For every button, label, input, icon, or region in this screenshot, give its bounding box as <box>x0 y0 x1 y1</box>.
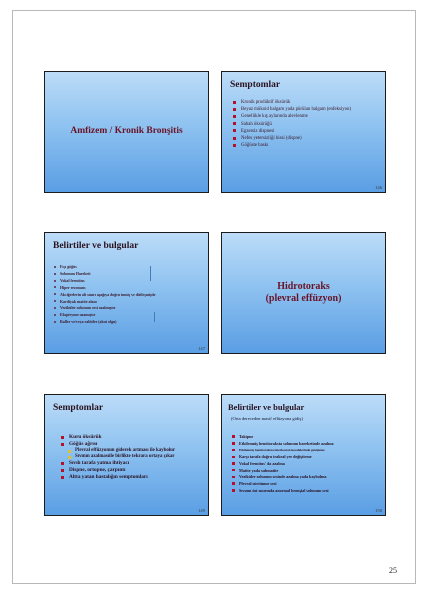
bullet-icon <box>233 108 236 111</box>
list-item: Matite yada submatite <box>232 468 334 475</box>
list-item: Kronik prodüktif öksürük <box>233 99 351 106</box>
slide-number: 147 <box>198 346 205 351</box>
list-item: Kuru öksürük <box>61 434 175 441</box>
page-number: 25 <box>389 566 397 575</box>
bullet-icon <box>233 144 236 147</box>
slide-title: Belirtiler ve bulgular <box>53 241 139 251</box>
list-item: Sıvılı tarafa yatma ihtiyacı <box>61 460 175 467</box>
slide-semptomlar-2 <box>44 394 209 516</box>
bullet-icon <box>54 307 56 309</box>
slide-title-line-2: (plevral effüzyon) <box>265 293 342 304</box>
bullet-icon <box>232 476 235 479</box>
list-item: Sıvının üst sınırında anormal bronşial solunum sesi <box>232 488 334 495</box>
list-item: Vokal fremitus <box>54 278 156 285</box>
slide-title-line-1: Hidrotoraks <box>277 281 330 292</box>
slide-number: 146 <box>375 185 382 190</box>
bullet-icon <box>61 436 64 439</box>
bullet-icon <box>232 489 235 492</box>
list-item: Etkilenmiş hemitoraksta interkostal mesafelerinde genişleme <box>232 447 334 454</box>
list-item: Takipne <box>232 434 334 441</box>
list-item: Etkilenmiş hemitoraksta solunum hareketinde azalma <box>232 441 334 448</box>
list-subitem: Plevral effüzyonun giderek artması ile kaybolur <box>61 448 175 454</box>
bullet-icon <box>54 293 56 295</box>
bullet-list <box>233 99 351 149</box>
list-item: Hiper rezonans <box>54 285 156 292</box>
bullet-icon <box>54 286 56 288</box>
list-item: Altta yatan hastalığın semptomları <box>61 474 175 481</box>
bullet-icon <box>232 442 235 445</box>
list-item: Karşı tarafa doğru trakeal yer değiştirme <box>232 454 334 461</box>
bullet-icon <box>54 273 56 275</box>
slide-number: 150 <box>375 508 382 513</box>
slide-hidrotoraks-title <box>221 232 386 354</box>
bullet-icon <box>233 137 236 140</box>
bullet-icon <box>233 129 236 132</box>
bullet-icon <box>54 321 56 323</box>
bullet-icon <box>233 101 236 104</box>
bullet-icon <box>233 115 236 118</box>
list-subitem: Sıvının azalmasıile birlikte tekrara ortaya çıkar <box>61 454 175 460</box>
slide-title: Semptomlar <box>53 403 104 413</box>
bullet-icon <box>61 469 64 472</box>
list-item: Solunum Hareketi <box>54 271 156 278</box>
slide-title <box>222 233 385 353</box>
list-item: Fıçı göğüs <box>54 264 156 271</box>
bullet-icon <box>68 450 71 453</box>
list-item: Göğüste baskı <box>233 142 351 149</box>
slide-belirtiler-2 <box>221 394 386 516</box>
list-item: Sabah öksürüğü <box>233 121 351 128</box>
slide-title: Belirtiler ve bulgular <box>228 402 305 412</box>
slide-semptomlar-1 <box>221 71 386 193</box>
bullet-icon <box>232 435 235 438</box>
list-item: Ekspiryum uzamıştır <box>54 312 156 319</box>
list-item: Göğüs ağrısı <box>61 441 175 448</box>
list-item: Raller ve/veya ralütler (akut olgu) <box>54 319 156 326</box>
list-item: Akciğerlerin alt sınırı aşağıya doğru inmiş ve dütleşmiştir <box>54 292 156 299</box>
list-item: Genellikle kış aylarında alevlenme <box>233 113 351 120</box>
bullet-list <box>232 434 334 494</box>
slide-title: Amfizem / Kronik Bronşitis <box>70 126 183 137</box>
bullet-icon <box>54 266 56 268</box>
bullet-icon <box>232 482 235 485</box>
list-item: Veziküler solunum sesinde azalma yada kaybolma <box>232 474 334 481</box>
slide-number: 149 <box>198 508 205 513</box>
bullet-icon <box>61 462 64 465</box>
slide-subtitle: (Orta dereceden masif effüzyona gidiş) <box>231 416 303 421</box>
bullet-icon <box>54 280 56 282</box>
bullet-icon <box>61 443 64 446</box>
list-item: Nefes yetersizliği hissi (dispne) <box>233 135 351 142</box>
list-item: Veziküler solunum sesi azalmıştır <box>54 305 156 312</box>
list-item: Kardiyak matite alanı <box>54 299 156 306</box>
list-item: Egzersiz dispnesi <box>233 128 351 135</box>
slide-amfizem-title <box>44 71 209 193</box>
bullet-icon <box>61 476 64 479</box>
bullet-icon <box>233 122 236 125</box>
bullet-icon <box>232 469 235 472</box>
bullet-icon <box>54 300 56 302</box>
bullet-icon <box>54 314 56 316</box>
list-item: Dispne, ortopne, çarpıntı <box>61 467 175 474</box>
bullet-icon <box>232 462 235 465</box>
list-item: Plevral sürtünme sesi <box>232 481 334 488</box>
bullet-icon <box>232 456 235 459</box>
bullet-list <box>61 434 175 481</box>
slide-belirtiler-1 <box>44 232 209 354</box>
bullet-list <box>54 264 156 326</box>
bullet-icon <box>232 449 235 452</box>
slide-title: Semptomlar <box>230 80 281 90</box>
bullet-icon <box>68 456 71 459</box>
list-item: Beyaz mükoid balgam yada pürülan balgam (enfeksiyon) <box>233 106 351 113</box>
list-item: Vokal fremitus' da azalma <box>232 461 334 468</box>
